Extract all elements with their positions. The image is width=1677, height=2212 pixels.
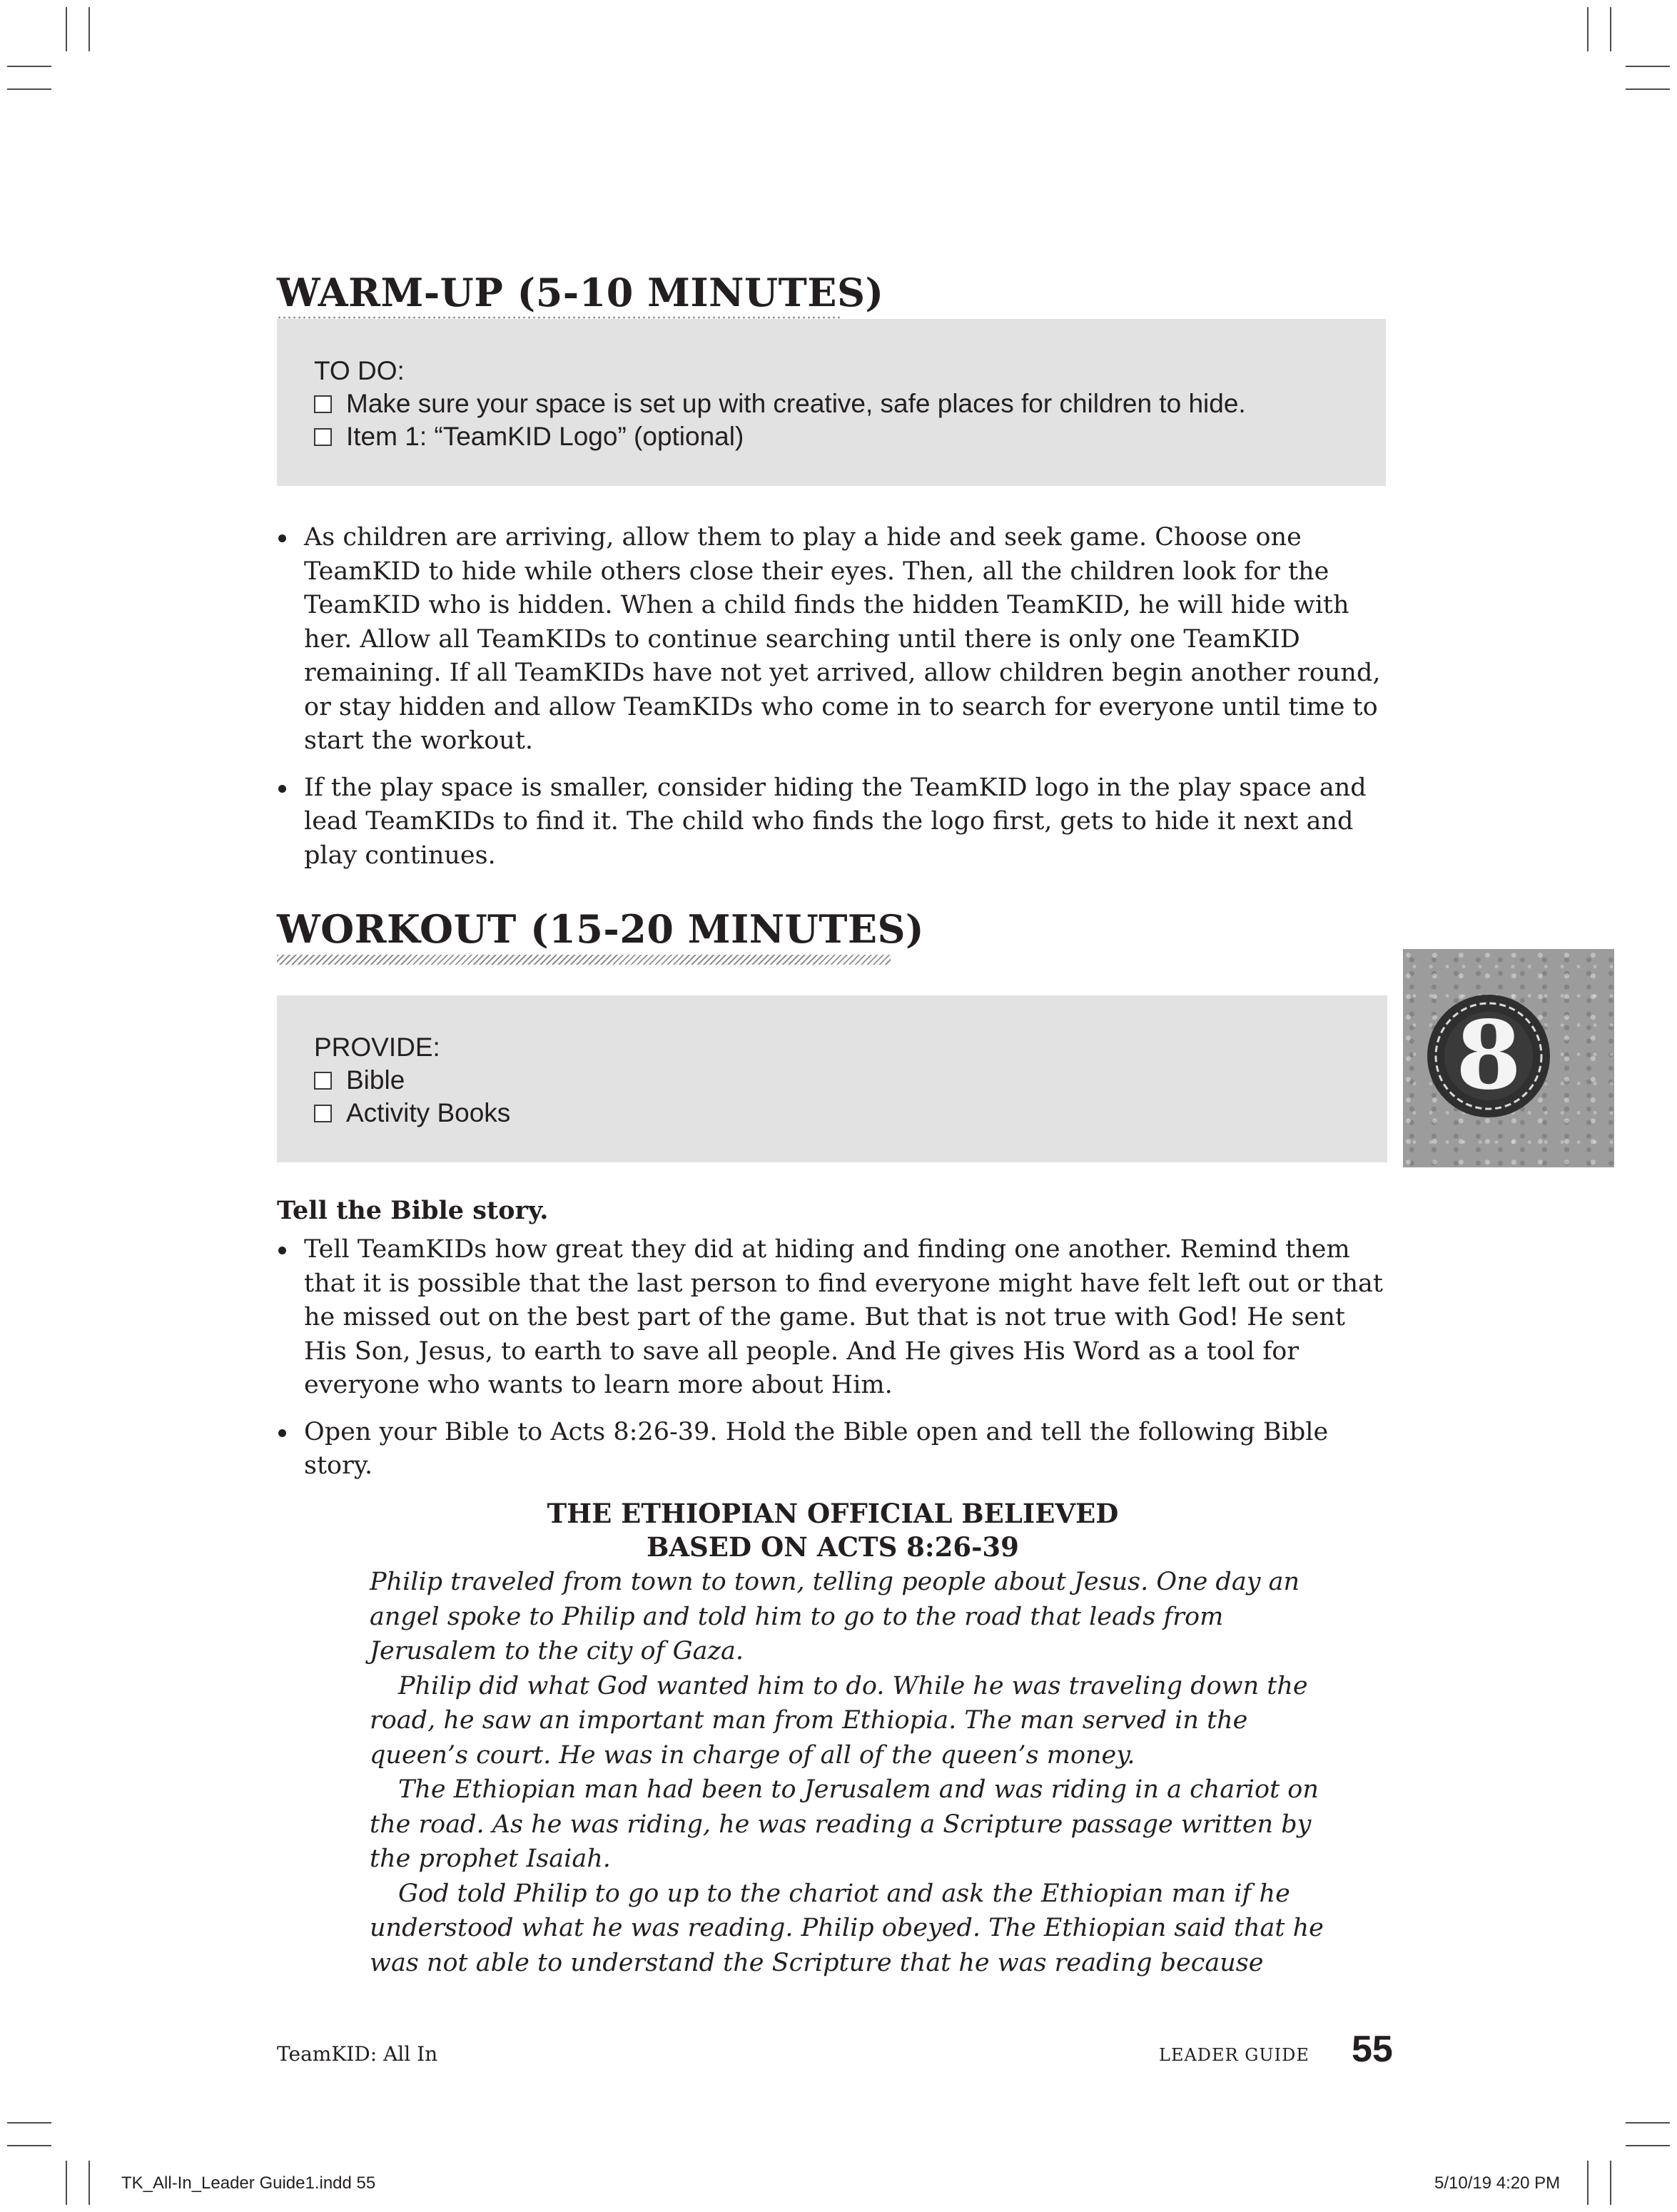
warmup-bullets <box>277 521 1390 886</box>
crop-mark <box>88 7 90 51</box>
todo-item-label: Item 1: “TeamKID Logo” (optional) <box>346 422 744 451</box>
story-text <box>370 1565 1342 1980</box>
bullet-dot <box>278 1429 286 1437</box>
todo-item[interactable] <box>314 387 1246 420</box>
crop-mark <box>7 2122 51 2124</box>
story-paragraph: God told Philip to go up to the chariot and ask the Ethiopian man if he understood what he was reading. Philip obeyed. The Ethiopian said that he was not able to understand the Scripture that he was reading because <box>370 1879 1324 1977</box>
provide-item[interactable] <box>314 1064 510 1097</box>
list-item <box>277 521 1390 759</box>
story-paragraph: Philip did what God wanted him to do. While he was traveling down the road, he saw an important man from Ethiopia. The man served in the queen’s court. He was in charge of all of the queen’s money. <box>370 1671 1308 1770</box>
crop-mark <box>1610 7 1611 51</box>
workout-bullets <box>277 1233 1390 1496</box>
workout-heading: WORKOUT (15-20 MINUTES) <box>277 906 925 952</box>
list-item <box>277 1416 1390 1483</box>
story-paragraph: The Ethiopian man had been to Jerusalem and was riding in a chariot on the road. As he was riding, he was reading a Scripture passage written by the prophet Isaiah. <box>370 1775 1319 1873</box>
crop-mark <box>66 2161 67 2205</box>
workout-heading-rule <box>277 955 891 965</box>
list-item <box>277 771 1390 873</box>
list-item <box>277 1233 1390 1403</box>
todo-box <box>277 319 1386 486</box>
story-paragraph: Philip traveled from town to town, telling people about Jesus. One day an angel spoke to Philip and told him to go to the road that leads from Jerusalem to the city of Gaza. <box>370 1568 1300 1665</box>
footer-title: TeamKID: All In <box>277 2042 438 2066</box>
crop-mark <box>1587 7 1589 51</box>
footer-guide-label: LEADER GUIDE <box>1159 2045 1309 2065</box>
bullet-dot <box>278 1247 286 1254</box>
list-item-text: If the play space is smaller, consider hiding the TeamKID logo in the play space and lead TeamKIDs to find it. The child who finds the logo first, gets to hide it next and play continues. <box>304 773 1367 870</box>
list-item-text: As children are arriving, allow them to play a hide and seek game. Choose one TeamKID to hide while others close their eyes. Then, all the children look for the TeamKID who is hidden. When a child finds the hidden TeamKID, he will hide with her. Allow all TeamKIDs to continue searching until there is only one TeamKID remaining. If all TeamKIDs have not yet arrived, allow children begin another round, or stay hidden and allow TeamKIDs who come in to search for everyone until time to start the workout. <box>304 523 1381 755</box>
slug-datetime: 5/10/19 4:20 PM <box>1434 2173 1561 2193</box>
provide-label: PROVIDE: <box>314 1033 440 1062</box>
slug-file: TK_All-In_Leader Guide1.indd 55 <box>121 2173 376 2193</box>
checkbox[interactable] <box>314 428 332 446</box>
page-number: 55 <box>1352 2029 1393 2070</box>
checkbox[interactable] <box>314 1105 332 1122</box>
bullet-dot <box>278 785 286 793</box>
todo-item-label: Make sure your space is set up with creative, safe places for children to hide. <box>346 389 1246 418</box>
bullet-dot <box>278 534 286 542</box>
provide-item[interactable] <box>314 1097 510 1130</box>
provide-box <box>277 995 1387 1162</box>
crop-mark <box>7 88 51 90</box>
provide-item-label: Activity Books <box>346 1098 511 1127</box>
list-item-text: Open your Bible to Acts 8:26-39. Hold the Bible open and tell the following Bible story. <box>304 1417 1329 1480</box>
workout-subhead: Tell the Bible story. <box>277 1196 549 1225</box>
todo-label: TO DO: <box>314 356 405 385</box>
session-number: 8 <box>1456 1000 1521 1111</box>
crop-mark <box>1610 2161 1611 2205</box>
checkbox[interactable] <box>314 395 332 413</box>
crop-mark <box>7 66 51 67</box>
story-title <box>277 1497 1389 1564</box>
todo-item[interactable] <box>314 420 1246 453</box>
crop-mark <box>7 2145 51 2146</box>
crop-mark <box>1626 2122 1670 2124</box>
crop-mark <box>88 2161 90 2205</box>
story-title-line: THE ETHIOPIAN OFFICIAL BELIEVED <box>547 1498 1119 1529</box>
list-item-text: Tell TeamKIDs how great they did at hiding and finding one another. Remind them that it is possible that the last person to find everyone might have felt left out or that he missed out on the best part of the game. But that is not true with God! He sent His Son, Jesus, to earth to save all people. And He gives His Word as a tool for everyone who wants to learn more about Him. <box>304 1235 1383 1399</box>
checkbox[interactable] <box>314 1072 332 1090</box>
warmup-heading: WARM-UP (5-10 MINUTES) <box>277 270 884 315</box>
crop-mark <box>66 7 67 51</box>
crop-mark <box>1626 88 1670 90</box>
story-subtitle-line: BASED ON ACTS 8:26-39 <box>647 1531 1019 1563</box>
provide-item-label: Bible <box>346 1065 405 1095</box>
crop-mark <box>1626 66 1670 67</box>
crop-mark <box>1587 2161 1589 2205</box>
crop-mark <box>1626 2145 1670 2146</box>
session-tab <box>1403 949 1614 1167</box>
